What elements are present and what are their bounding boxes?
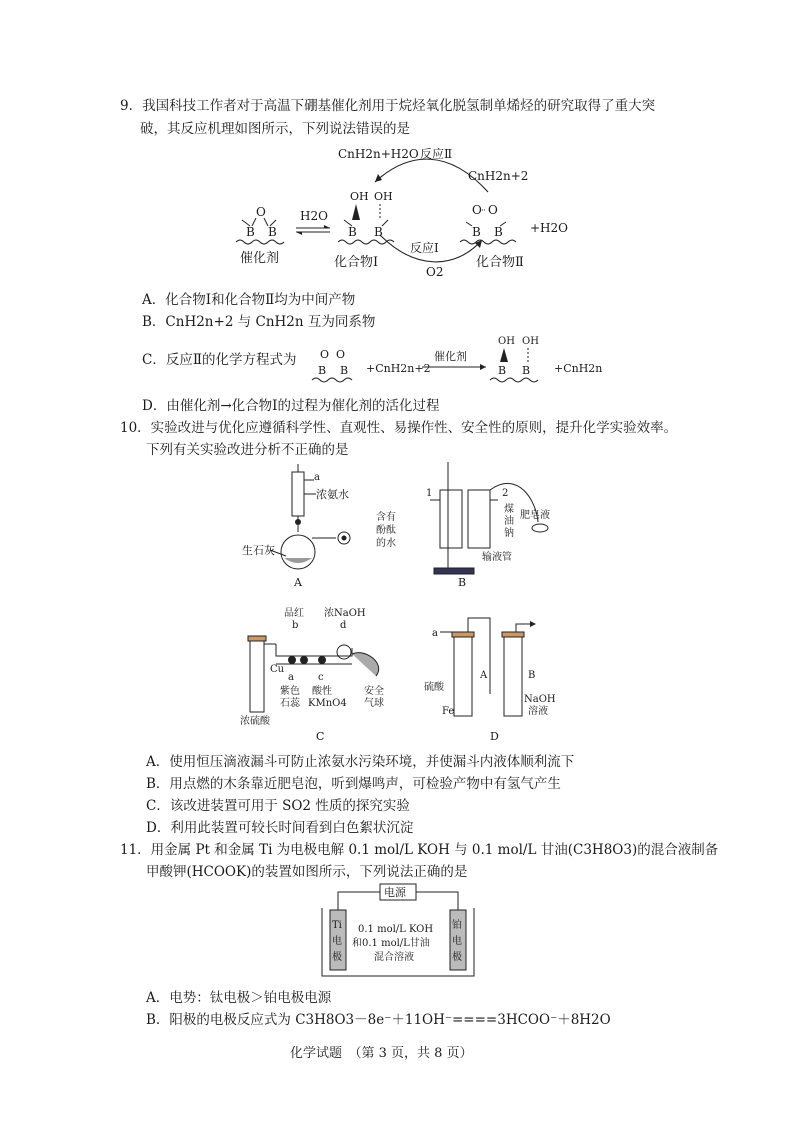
q11-ti-3: 极 <box>332 952 342 963</box>
q10c-acid: 浓硫酸 <box>240 716 270 727</box>
q10c-cu: Cu <box>270 664 285 675</box>
q9c-b1: B <box>318 364 327 377</box>
q11-stem-line1: 11．用金属 Pt 和金属 Ti 为电极电解 0.1 mol/L KOH 与 0.1 mol/L 甘油(C3H8O3)的混合液制备 <box>120 842 719 858</box>
q9-option-d: D．由催化剂→化合物Ⅰ的过程为催化剂的活化过程 <box>142 398 440 414</box>
q9c-o2: O <box>336 348 346 361</box>
q11-electrolysis-cell <box>318 880 478 980</box>
q10a-ammonia: 浓氨水 <box>316 488 349 501</box>
q10d-acid: 硫酸 <box>424 682 444 693</box>
q9-stem-line1: 9．我国科技工作者对于高温下硼基催化剂用于烷烃氧化脱氢制单烯烃的研究取得了重大突 <box>120 98 656 114</box>
q10c-naoh: 浓NaOH <box>324 608 366 619</box>
q9-cat-b1: B <box>246 225 255 239</box>
q9-c2-o2: O <box>488 203 498 217</box>
q10b-sodium: 钠 <box>504 528 514 539</box>
q11-ti-2: 电 <box>332 936 342 947</box>
q10b-two: 2 <box>502 488 509 499</box>
q9-cat-o: O <box>256 205 266 219</box>
q9c-plus-alkene: +CnH2n <box>554 362 603 375</box>
q9-compound2-label: 化合物Ⅱ <box>476 255 524 270</box>
q9-plus-water: +H2O <box>530 221 568 235</box>
q10b-water-1: 含有 <box>376 512 396 523</box>
q11-sol-1: 0.1 mol/L KOH <box>358 924 434 935</box>
q9-c2-b2: B <box>494 225 503 239</box>
q10-option-b: B．用点燃的木条靠近肥皂泡，听到爆鸣声，可检验产物中有氢气产生 <box>146 776 561 792</box>
q10-option-a: A．使用恒压滴液漏斗可防止浓氨水污染环境，并使漏斗内液体顺利流下 <box>146 754 575 770</box>
q9-c2-b1: B <box>472 225 481 239</box>
q9-catalyst-label: 催化剂 <box>240 251 280 266</box>
q9-water: H2O <box>300 209 328 223</box>
q9-reaction1-label: 反应Ⅰ <box>410 241 439 255</box>
q10a-a: a <box>314 472 320 483</box>
q10d-A: A <box>480 670 488 681</box>
q11-sol-2: 和0.1 mol/L甘油 <box>352 938 430 949</box>
q10-option-d: D．利用此装置可较长时间看到白色絮状沉淀 <box>146 820 414 836</box>
q10c-kmno4-1: 酸性 <box>312 686 332 697</box>
q9c-oh1: OH <box>498 336 515 347</box>
q10c-label: C <box>316 730 325 742</box>
q10c-balloon-2: 气球 <box>364 698 384 709</box>
q9-c1-oh1: OH <box>350 190 369 203</box>
q10a-label: A <box>294 576 302 589</box>
q9c-o1: O <box>320 348 330 361</box>
q10b-water-2: 酚酞 <box>376 525 396 536</box>
q10b-label: B <box>458 576 467 589</box>
q10c-balloon-1: 安全 <box>364 686 384 697</box>
q11-pt-2: 电 <box>452 936 462 947</box>
q9c-b3: B <box>498 364 507 377</box>
q9-product-top: CnH2n+H2O <box>338 147 419 161</box>
q10c-c: c <box>318 672 324 683</box>
q10b-tube: 输液管 <box>482 552 512 563</box>
q10a-lime: 生石灰 <box>242 544 275 557</box>
q10c-d: d <box>340 620 347 631</box>
q9-reaction2-label: 反应Ⅱ <box>420 147 453 161</box>
q10d-B: B <box>528 670 536 681</box>
q9-cat-b2: B <box>268 225 277 239</box>
q11-option-b: B．阳极的电极反应式为 C3H8O3－8e⁻＋11OH⁻====3HCOO⁻＋8H2O <box>146 1012 611 1028</box>
page-footer: 化学试题 （第 3 页，共 8 页） <box>290 1046 473 1061</box>
q10b-one: 1 <box>426 488 433 499</box>
q10-option-c: C．该改进装置可用于 SO2 性质的探究实验 <box>146 798 410 814</box>
q9-reactant-right: CnH2n+2 <box>468 169 529 183</box>
q9-oxygen: O2 <box>426 265 444 279</box>
q10-stem-line2: 下列有关实验改进分析不正确的是 <box>146 442 349 458</box>
q10-stem-line1: 10．实验改进与优化应遵循科学性、直观性、易操作性、安全性的原则，提升化学实验效率。 <box>120 420 678 436</box>
q9-option-c-equation <box>310 330 620 386</box>
q10b-water-3: 的水 <box>376 538 396 549</box>
q10-figure-c <box>236 604 416 742</box>
q9-c1-b1: B <box>348 225 357 239</box>
q9-mechanism-diagram <box>220 140 600 280</box>
q10d-label: D <box>490 730 499 742</box>
q11-pt-3: 极 <box>452 952 462 963</box>
q10b-kerosene-2: 油 <box>504 516 514 527</box>
q10c-kmno4-2: KMnO4 <box>308 698 347 709</box>
q9-option-c-prefix: C．反应Ⅱ的化学方程式为 <box>142 352 297 368</box>
q11-option-a: A．电势：钛电极＞铂电极电源 <box>146 990 332 1006</box>
q10b-kerosene-1: 煤 <box>504 504 514 515</box>
q11-ti-1: Ti <box>332 920 342 931</box>
q9-c2-o1: O <box>472 203 482 217</box>
q9c-b4: B <box>522 364 531 377</box>
q10d-a: a <box>432 628 438 639</box>
q11-power: 电源 <box>384 886 406 899</box>
q10c-b: b <box>292 620 299 631</box>
q10-figure-b <box>368 460 568 590</box>
q10d-naoh-2: 溶液 <box>528 706 548 717</box>
q10d-fe: Fe <box>442 706 455 717</box>
q9-c1-b2: B <box>374 225 383 239</box>
q9-c1-oh2: OH <box>374 190 393 203</box>
q10c-a: a <box>288 672 294 683</box>
q11-pt-1: 铂 <box>452 920 462 931</box>
q9-option-a: A．化合物Ⅰ和化合物Ⅱ均为中间产物 <box>142 292 356 308</box>
q9c-oh2: OH <box>522 336 539 347</box>
q9-option-b: B．CnH2n+2 与 CnH2n 互为同系物 <box>142 314 376 330</box>
q9c-plus-alkane: +CnH2n+2 <box>366 362 431 375</box>
q10d-naoh-1: NaOH <box>524 694 556 705</box>
q9-stem-line2: 破，其反应机理如图所示，下列说法错误的是 <box>140 121 410 137</box>
q10-figure-a <box>240 460 370 590</box>
q9-compound1-label: 化合物Ⅰ <box>334 255 379 270</box>
q11-stem-line2: 甲酸钾(HCOOK)的装置如图所示，下列说法正确的是 <box>146 864 468 880</box>
q10b-soap: 肥皂液 <box>520 510 550 521</box>
q10c-litmus-2: 石蕊 <box>280 698 300 709</box>
q11-sol-3: 混合溶液 <box>374 952 414 963</box>
q10-figure-d <box>424 604 584 742</box>
q9c-catalyst: 催化剂 <box>434 350 467 363</box>
q9c-b2: B <box>340 364 349 377</box>
q10c-pinhong: 品红 <box>284 608 304 619</box>
q10c-litmus-1: 紫色 <box>280 686 300 697</box>
